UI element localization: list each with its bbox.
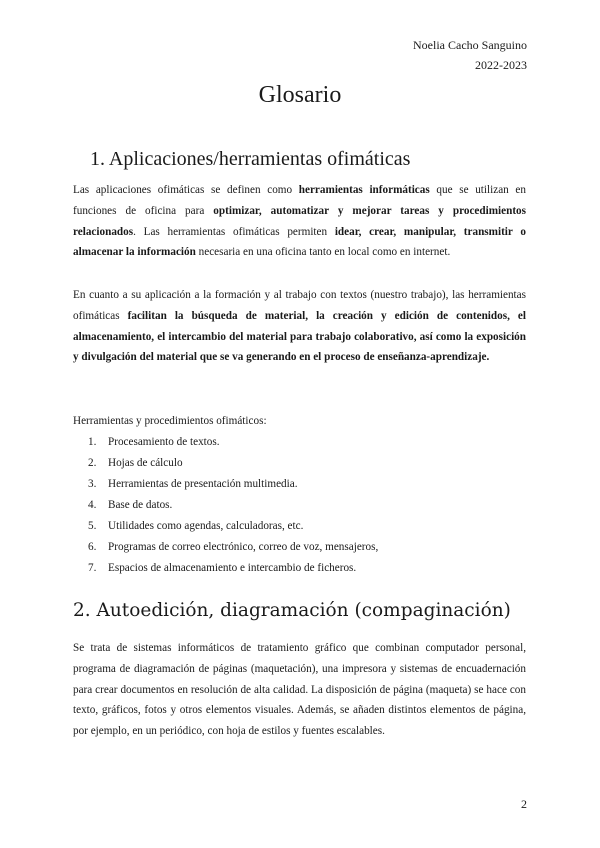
section-2-heading: 2. Autoedición, diagramación (compaginación) (73, 600, 511, 621)
page-number: 2 (521, 797, 527, 811)
list-item (88, 495, 378, 516)
bold-text-run: herramientas informáticas (298, 184, 430, 196)
list-item-text: Hojas de cálculo (108, 457, 183, 469)
bold-text-run: facilitan la búsqueda de material, la creación y edición de contenidos, el almacenamiento, el intercambio del material para trabajo colaborativo, así como la exposición y divulgación del material que se va generando en el proceso de enseñanza-aprendizaje. (73, 309, 526, 364)
list-item-number: 3. (88, 478, 97, 490)
list-item (88, 537, 378, 558)
section-1-heading: 1. Aplicaciones/herramientas ofimáticas (90, 148, 411, 170)
bold-text-run: idear, crear, manipular, transmitir o almacenar la información (73, 225, 526, 259)
text-run: Las aplicaciones ofimáticas se definen como (73, 184, 299, 196)
section-2-paragraph: Se trata de sistemas informáticos de tratamiento gráfico que combinan computador personal, programa de diagramación de páginas (maquetación), una impresora y sistemas de encuadernación para crear documentos en resolución de alta calidad. La disposición de página (maqueta) se hace con texto, gráficos, fotos y otros elementos visuales. Además, se añaden distintos elementos de página, por ejemplo, en un periódico, con hoja de estilos y fuentes escalables. (73, 642, 526, 738)
list-item-number: 4. (88, 499, 97, 511)
list-item-text: Espacios de almacenamiento e intercambio de ficheros. (108, 562, 357, 574)
list-item-text: Herramientas de presentación multimedia. (108, 478, 298, 490)
text-run: . Las herramientas ofimáticas permiten (133, 225, 335, 238)
list-item-text: Programas de correo electrónico, correo de voz, mensajeros, (108, 541, 379, 553)
list-item (88, 474, 378, 495)
list-item (88, 516, 378, 537)
author-name: Noelia Cacho Sanguino (413, 38, 527, 52)
list-item-text: Utilidades como agendas, calculadoras, etc. (108, 520, 304, 532)
section-1-paragraph-1 (73, 180, 526, 263)
page-header (413, 35, 527, 75)
list-item-number: 5. (88, 520, 97, 532)
list-item (88, 432, 378, 453)
list-item-number: 7. (88, 562, 97, 574)
page-title: Glosario (258, 82, 342, 108)
list-intro: Herramientas y procedimientos ofimáticos: (73, 415, 267, 427)
list-item-number: 1. (88, 436, 97, 448)
tools-list (88, 432, 378, 579)
list-item-text: Procesamiento de textos. (108, 436, 220, 448)
list-item (88, 558, 378, 579)
list-item-number: 6. (88, 541, 97, 553)
bold-text-run: optimizar, automatizar y mejorar tareas y procedimientos relacionados (73, 204, 526, 238)
academic-year: 2022-2023 (475, 58, 527, 72)
list-item (88, 453, 378, 474)
list-item-number: 2. (88, 457, 97, 469)
list-item-text: Base de datos. (108, 499, 173, 511)
text-run: necesaria en una oficina tanto en local como en internet. (195, 246, 451, 259)
section-1-paragraph-2 (73, 285, 526, 368)
text-run: En cuanto a su aplicación a la formación y al trabajo con textos (nuestro trabajo), las herramientas ofimáticas (73, 289, 526, 322)
text-run: que se utilizan en funciones de oficina para (73, 184, 526, 217)
